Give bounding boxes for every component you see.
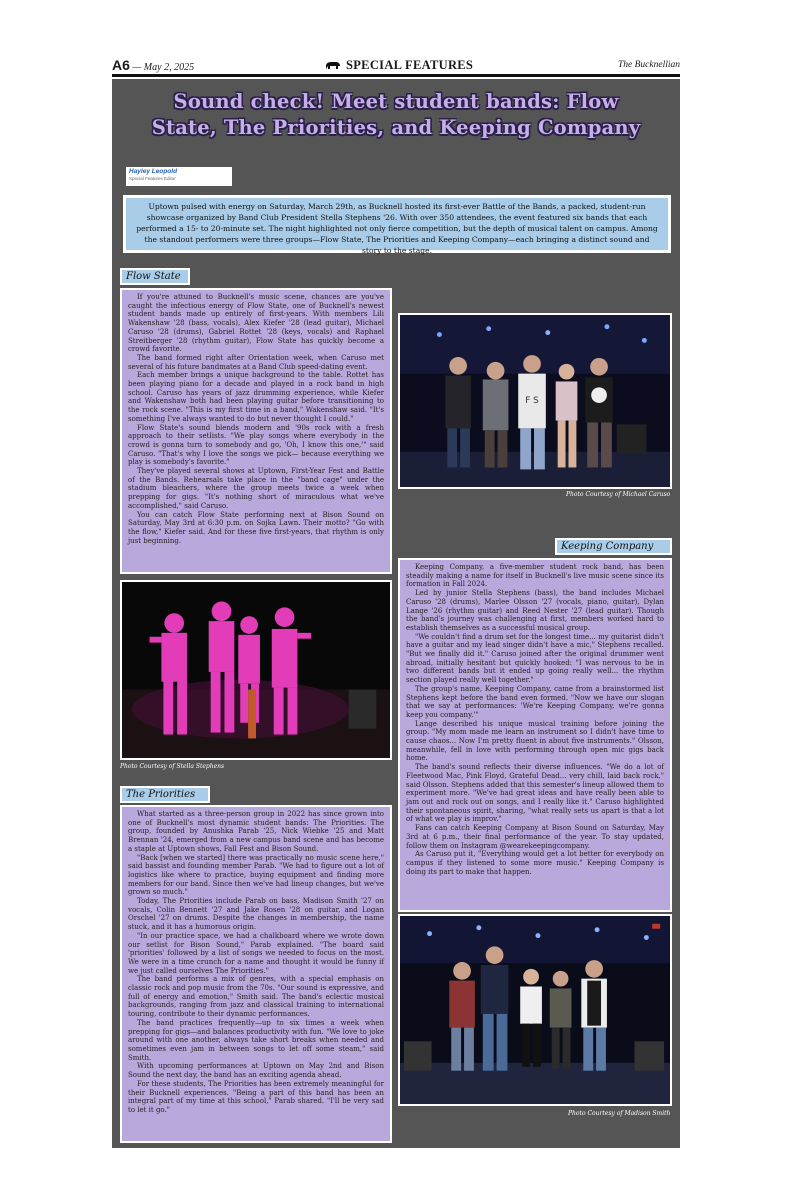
paragraph: Lange described his unique musical training before joining the group. "My mom made me learn an instrument so I didn't have time to cause chaos... Now I'm pretty fluent in about five instruments." Olsson, meanwhile, fell in love with performing through open mic gigs back home. [406, 719, 664, 763]
paragraph: The band practices frequently—up to six times a week when prepping for gigs—and balances productivity with fun. "We love to joke around with one another, always take short breaks when needed and sometimes even jam in between songs to let off some steam," said Smith. [128, 1018, 384, 1062]
shirt-text: F S [525, 395, 539, 406]
paragraph: Fans can catch Keeping Company at Bison Sound on Saturday, May 3rd at 6 p.m., their final performance of the year. To stay updated, follow them on Instagram @wearekeepingcompany. [406, 824, 664, 850]
paragraph: The band formed right after Orientation week, when Caruso met several of his future bandmates at a Band Club speed-dating event. [128, 353, 384, 371]
paragraph: Led by junior Stella Stephens (bass), the band includes Michael Caruso '28 (drums), Marlee Olsson '27 (vocals, piano, guitar), Dylan Lange '26 (rhythm guitar) and Reed Nester '27 (lead guitar). Though the band's journey was challenging at first, members worked hard to establish themselves as a successful musical group. [406, 589, 664, 632]
keeping-company-photo [398, 914, 672, 1106]
paragraph: "Back [when we started] there was practically no music scene here," said bassist and founding member Parab. "We had to figure out a lot of logistics like where to practice, buying equipment and finding more members for our band. Since then we've had lineup changes, but we've grown so much." [128, 853, 384, 897]
paper-name: The Bucknellian [618, 60, 680, 70]
paragraph: "In our practice space, we had a chalkboard where we wrote down our setlist for Bison Sound," Parab explained. "The board said 'priorities' followed by a list of songs we needed to focus on the most. We were in a time crunch for a name and thought it would be funny if we just called ourselves The Priorities." [128, 931, 384, 975]
paragraph: They've played several shows at Uptown, First-Year Fest and Battle of the Bands. Rehearsals take place in the "band cage" under the stadium bleachers, where the group meets twice a week when prepping for gigs. "It's nothing short of miraculous what we've accomplished," said Caruso. [128, 467, 384, 510]
section-label [325, 58, 473, 73]
headline [112, 89, 680, 141]
keeping-company-column [398, 558, 672, 912]
priorities-column [120, 805, 392, 1143]
feature-panel [112, 79, 680, 1148]
paragraph: What started as a three-person group in 2022 has since grown into one of Bucknell's most dynamic student bands: The Priorities. The group, founded by Anushka Parab '25, Nick Wiebke '25 and Matt Brennan '24, emerged from a new campus band scene and has become a staple at Uptown shows, Fall Fest and Bison Sound. [128, 810, 384, 853]
issue-date: — May 2, 2025 [132, 62, 195, 73]
paragraph: With upcoming performances at Uptown on May 2nd and Bison Sound the next day, the band has an exciting agenda ahead. [128, 1062, 384, 1080]
photo-credit: Photo Courtesy of Stella Stephens [120, 763, 225, 770]
priorities-heading: The Priorities [120, 786, 210, 803]
photo-credit: Photo Courtesy of Madison Smith [568, 1110, 671, 1117]
page-number: A6 [112, 57, 130, 73]
paragraph: As Caruso put it, "Everything would get a lot better for everybody on campus if they listened to some more music." Keeping Company is doing its part to make that happen. [406, 850, 664, 876]
flow-state-stage-photo [120, 580, 392, 760]
paragraph: You can catch Flow State performing next at Bison Sound on Saturday, May 3rd at 6:30 p.m. on Sojka Lawn. Their motto? "Go with the flow," Kiefer said. And for these five first-years, that rhythm is only just beginning. [128, 510, 384, 545]
paragraph: The band's sound reflects their diverse influences. "We do a lot of Fleetwood Mac, Pink Floyd, Grateful Dead... very chill, laid back rock," said Olsson. Stephens added that this semester's lineup allowed them to experiment more. "We've had great ideas and have really been able to jam out and rock out on songs, and I really like it." Caruso highlighted their spontaneous spirit, sharing, "what really sets us apart is that a lot of what we play is improv." [406, 763, 664, 824]
paragraph: Today, The Priorities include Parab on bass, Madison Smith '27 on vocals, Colin Bennett '27 and Jake Rosen '28 on guitar, and Logan Orschel '27 on drums. Despite the changes in membership, the name stuck, and it has a humorous origin. [128, 897, 384, 932]
paragraph: If you're attuned to Bucknell's music scene, chances are you've caught the infectious energy of Flow State, one of Bucknell's newest student bands made up entirely of first-years. With members Lili Wakenshaw '28 (bass, vocals), Alex Kiefer '28 (lead guitar), Michael Caruso '28 (drums), Gabriel Rottet '28 (keys, vocals) and Raphael Streitberger '28 (rhythm guitar), Flow State has quickly become a crowd favorite. [128, 293, 384, 354]
headline-line-2: State, The Priorities, and Keeping Company [151, 116, 641, 139]
paragraph: The band performs a mix of genres, with a special emphasis on classic rock and pop music from the 70s. "Our sound is expressive, and full of energy and emotion," Smith said. The band's eclectic musical backgrounds, ranging from jazz and classical training to international touring, contribute to their dynamic performances. [128, 975, 384, 1019]
paragraph: Keeping Company, a five-member student rock band, has been steadily making a name for itself in Bucknell's live music scene since its formation in Fall 2024. [406, 563, 664, 589]
paragraph: Flow State's sound blends modern and '90s rock with a fresh approach to their setlists. "We play songs where everybody in the crowd is gonna turn to somebody and go, 'Oh, I know this one,'" said Caruso. "That's why I love the songs we pick— because everything we play is somebody's favorite." [128, 423, 384, 467]
bison-icon [325, 61, 341, 70]
flow-state-heading: Flow State [120, 268, 190, 285]
paragraph: Each member brings a unique background to the table. Rottet has been playing piano for a decade and played in a rock band in high school. Caruso has years of jazz drumming experience, while Kiefer and Wakenshaw both had been playing guitar before transitioning to the rock scene. "This is my first time in a band," Wakenshaw said. "It's something I've always wanted to do but never thought I could." [128, 371, 384, 423]
paragraph: "We couldn't find a drum set for the longest time... my guitarist didn't have a guitar and my lead singer didn't have a mic," Stephens recalled. "But we finally did it." Caruso joined after the original drummer went abroad, initially hesitant but quickly hooked: "I was nervous to be in two different bands but it ended up going really well... the rhythm section played really well together." [406, 632, 664, 685]
headline-line-1: Sound check! Meet student bands: Flow [173, 90, 619, 113]
keeping-company-heading: Keeping Company [555, 538, 672, 555]
section-title: SPECIAL FEATURES [346, 58, 474, 72]
byline [126, 167, 232, 186]
intro-box: Uptown pulsed with energy on Saturday, March 29th, as Bucknell hosted its first-ever Battle of the Bands, a packed, student-run showcase organized by Band Club President Stella Stephens '26. With over 350 attendees, the event featured six bands that each performed a 15- to 20-minute set. The night highlighted not only fierce competition, but the depth of musical talent on campus. Among the standout performers were three groups—Flow State, The Priorities and Keeping Company—each bringing a distinct sound and story to the stage. [123, 195, 671, 253]
paragraph: The group's name, Keeping Company, came from a brainstormed list Stephens kept before the band even formed. "Now we have our slogan that we say at performances: 'We're Keeping Company, we're gonna keep you company.'" [406, 684, 664, 719]
flow-state-column [120, 288, 392, 574]
page-info [112, 57, 194, 73]
author-name: Hayley Leopold [129, 168, 178, 175]
author-role: Special Features Editor [129, 176, 176, 181]
paragraph: For these students, The Priorities has been extremely meaningful for their Bucknell experiences. "Being a part of this band has been an integral part of my time at this school," Parab shared. "I'll be very sad to let it go." [128, 1079, 384, 1114]
photo-credit: Photo Courtesy of Michael Caruso [566, 491, 671, 498]
flow-state-photo [398, 313, 672, 489]
header-rule [112, 74, 680, 77]
